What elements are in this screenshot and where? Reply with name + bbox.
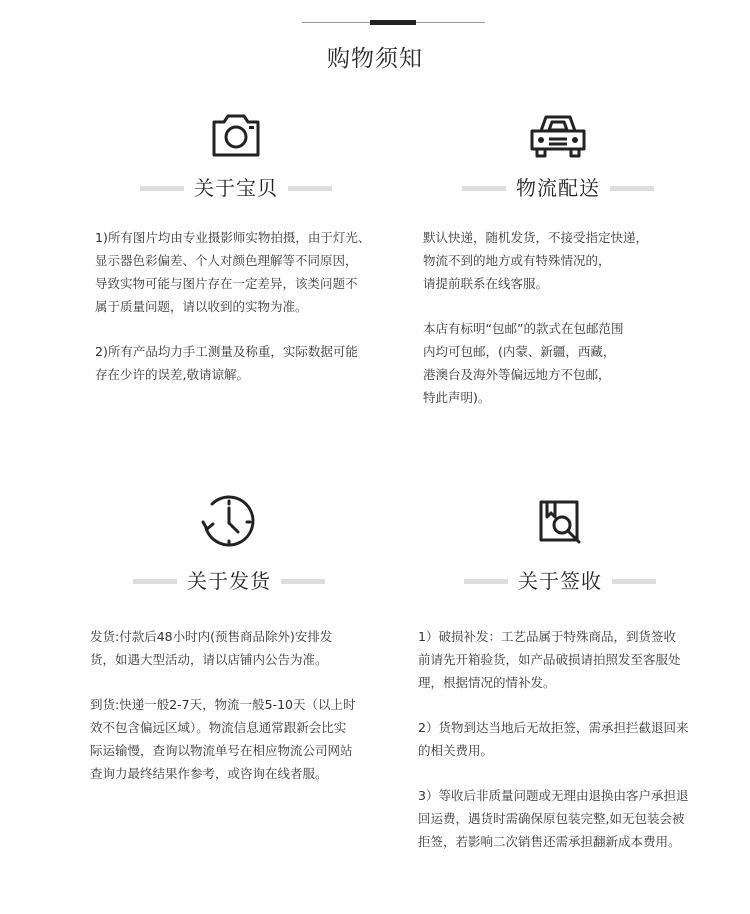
about-product-text <box>95 226 370 386</box>
heading-logistics <box>462 173 654 203</box>
page-title: 购物须知 <box>327 46 423 72</box>
text-line: 特此声明)。 <box>423 390 491 405</box>
text-line: 导致实物可能与图片存在一定差异，该类问题不 <box>95 276 358 291</box>
text-line: 的相关费用。 <box>418 743 494 758</box>
logistics-text <box>423 226 648 409</box>
text-line: 1)所有图片均由专业摄影师实物拍摄，由于灯光、 <box>95 230 371 245</box>
heading-label: 关于宝贝 <box>184 173 288 203</box>
car-icon <box>529 113 587 159</box>
text-line: 默认快递，随机发货，不接受指定快递， <box>423 230 649 245</box>
camera-icon <box>211 112 261 158</box>
text-line: 到货:快递一般2-7天，物流一般5-10天（以上时 <box>90 697 356 712</box>
text-line: 显示器色彩偏差、个人对颜色理解等不同原因， <box>95 253 358 268</box>
text-line: 存在少许的误差,敬请谅解。 <box>95 367 249 382</box>
text-line: 货，如遇大型活动，请以店铺内公告为准。 <box>90 652 328 667</box>
heading-label: 物流配送 <box>506 173 610 203</box>
inspection-icon <box>538 499 584 545</box>
text-line: 拒签，若影响二次销售还需承担翻新成本费用。 <box>418 834 681 849</box>
text-line: 物流不到的地方或有特殊情况的， <box>423 253 611 268</box>
text-line: 发货:付款后48小时内(预售商品除外)安排发 <box>90 629 333 644</box>
heading-receipt <box>464 566 656 596</box>
clock-icon <box>200 494 258 550</box>
heading-shipping <box>133 566 325 596</box>
top-divider-accent <box>370 20 416 25</box>
text-line: 港澳台及海外等偏远地方不包邮， <box>423 367 611 382</box>
text-line: 2)所有产品均力手工测量及称重，实际数据可能 <box>95 344 358 359</box>
text-line: 属于质量问题，请以收到的实物为准。 <box>95 299 308 314</box>
text-line: 内均可包邮，(内蒙、新疆，西藏， <box>423 344 616 359</box>
text-line: 理，根据情况的情补发。 <box>418 675 556 690</box>
receipt-text <box>418 625 688 853</box>
text-line: 2）货物到达当地后无故拒签，需承担拦截退回来 <box>418 720 689 735</box>
shipping-text <box>90 625 356 785</box>
text-line: 本店有标明“包邮”的款式在包邮范围 <box>423 321 624 336</box>
heading-label: 关于签收 <box>508 566 612 596</box>
text-line: 请提前联系在线客服。 <box>423 276 549 291</box>
text-line: 回运费，遇货时需确保原包装完整,如无包装会被 <box>418 811 685 826</box>
text-line: 3）等收后非质量问题或无理由退换由客户承担退 <box>418 788 689 803</box>
heading-about-product <box>140 173 332 203</box>
heading-label: 关于发货 <box>177 566 281 596</box>
text-line: 查询力最终结果作参考，或咨询在线者服。 <box>90 766 328 781</box>
text-line: 效不包含偏远区域）。物流信息通常跟新会比实 <box>90 720 347 735</box>
text-line: 际运输慢，查询以物流单号在相应物流公司网站 <box>90 743 353 758</box>
text-line: 1）破损补发：工艺品属于特殊商品，到货签收 <box>418 629 676 644</box>
text-line: 前请先开箱验货，如产品破损请拍照发至客服处 <box>418 652 681 667</box>
